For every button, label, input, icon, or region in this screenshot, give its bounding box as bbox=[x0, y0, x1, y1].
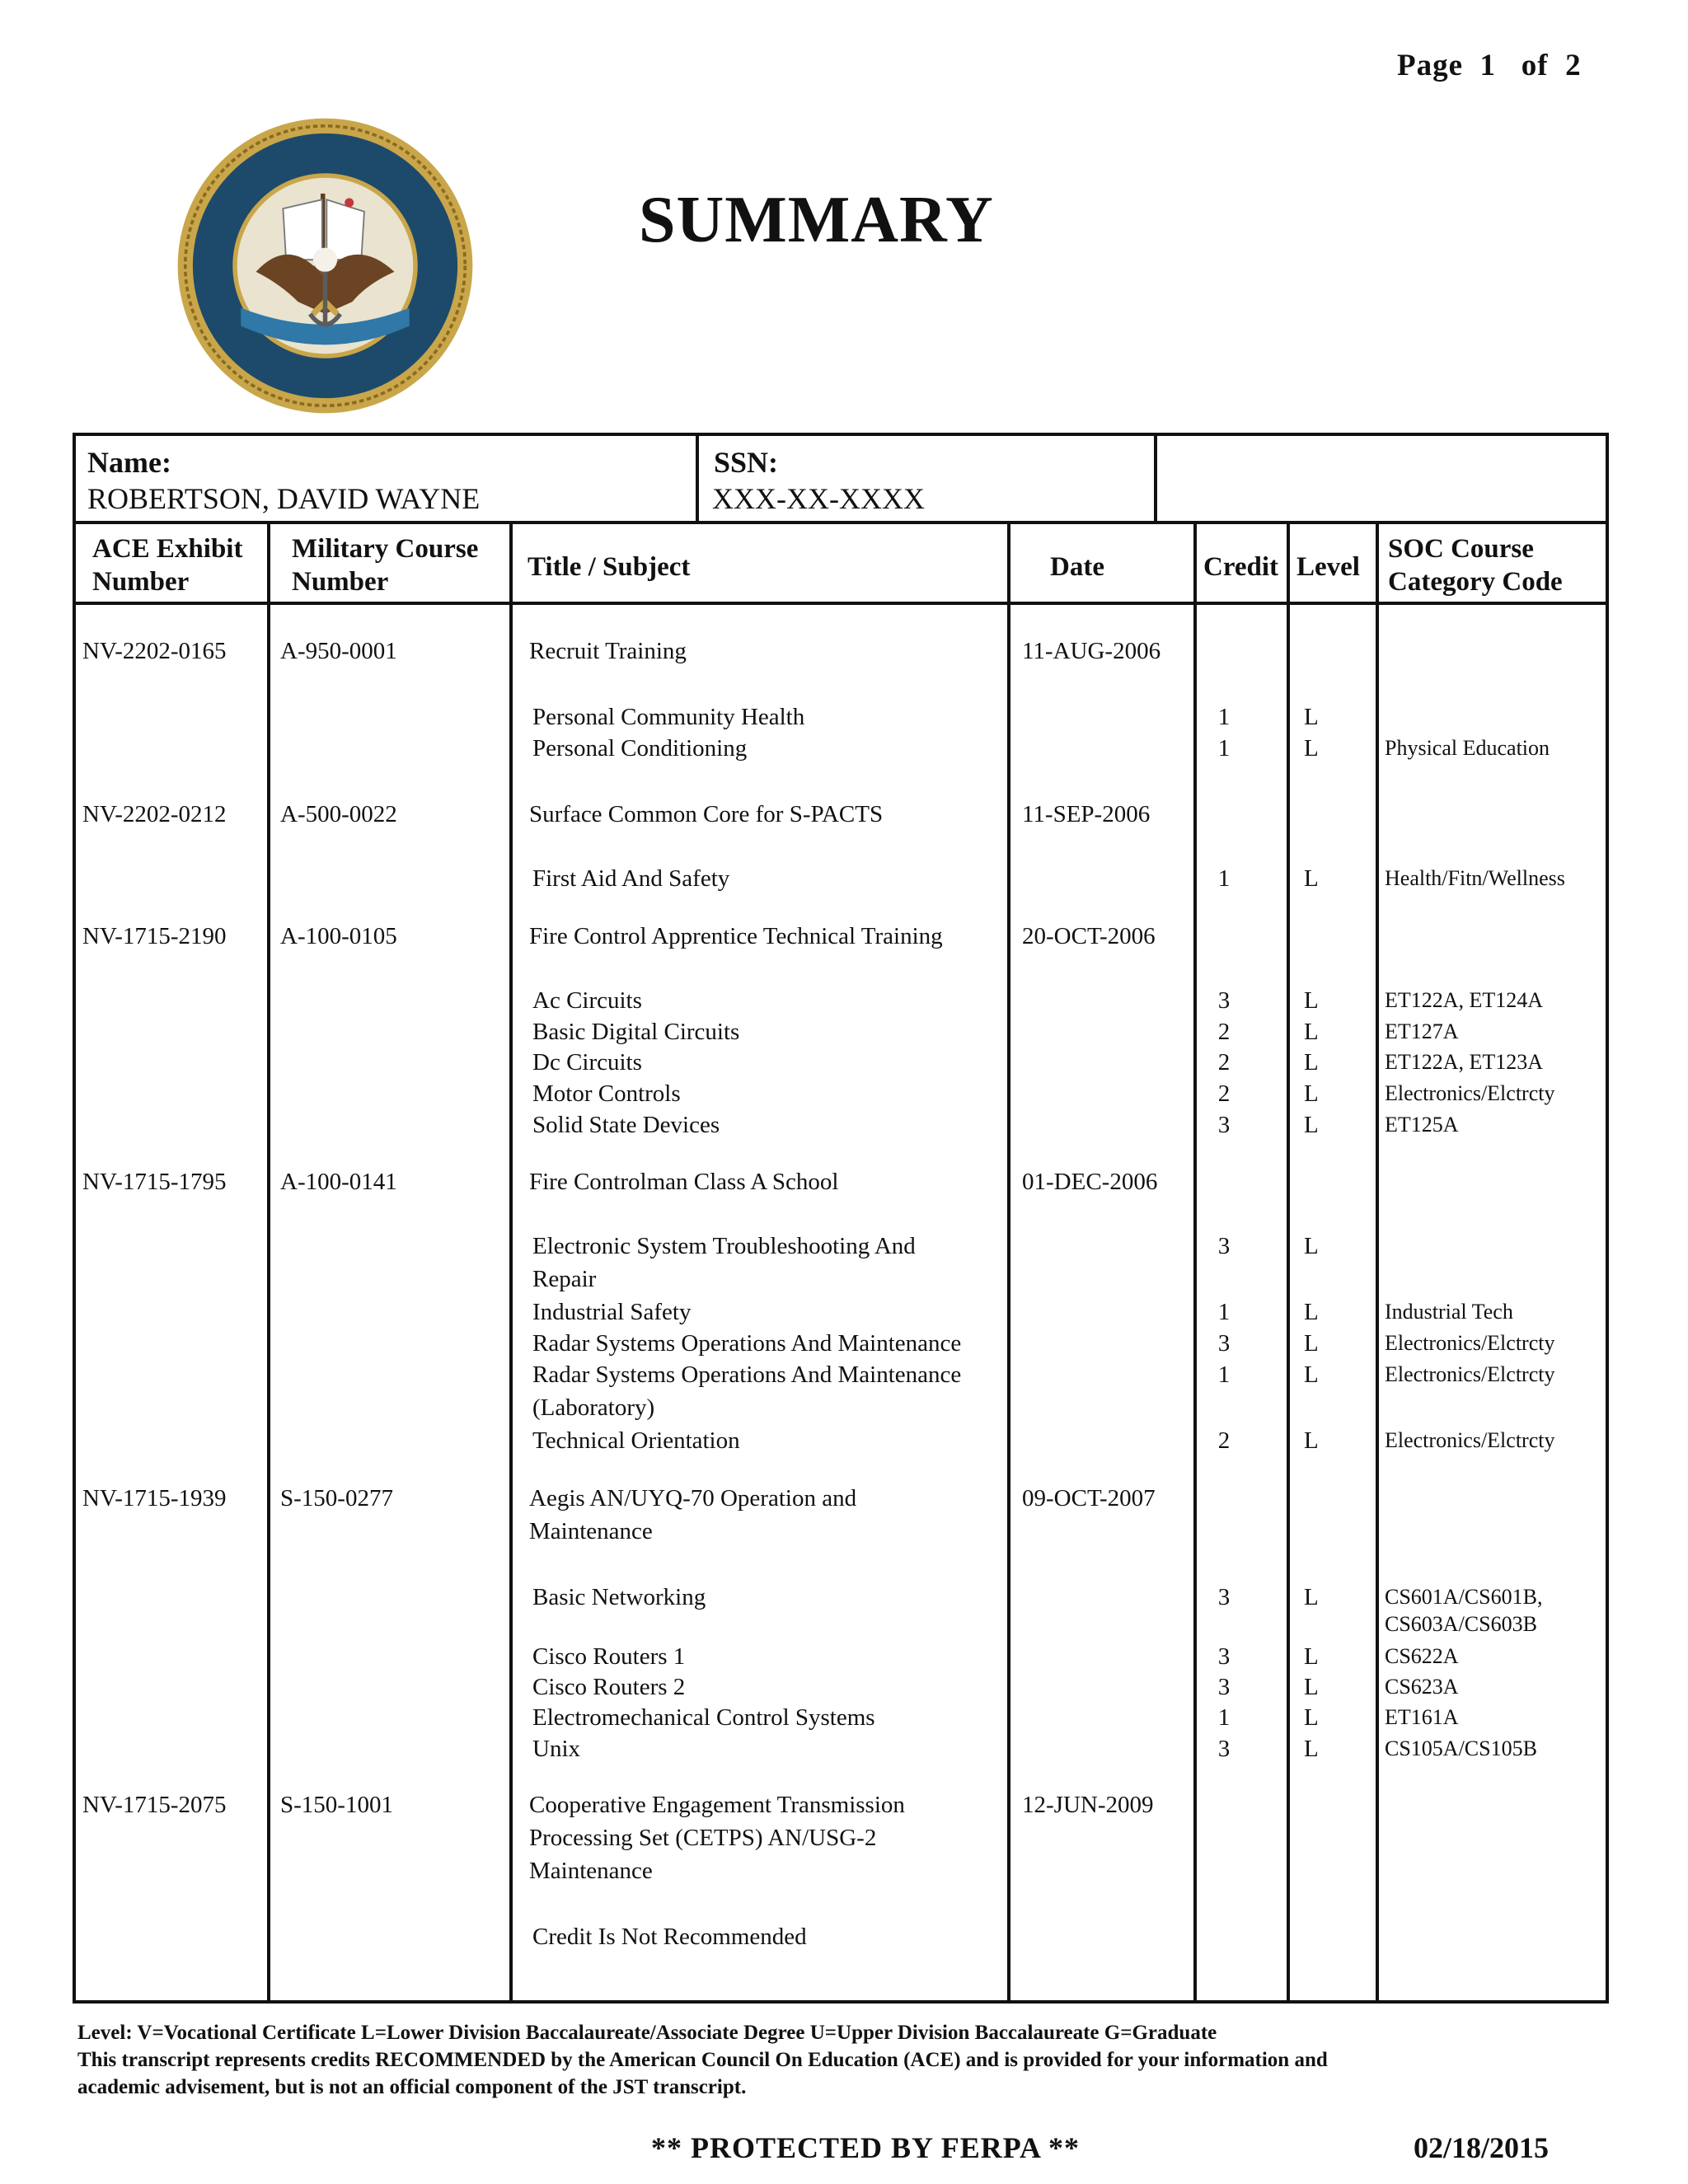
page-number: Page 1 of 2 bbox=[1397, 49, 1582, 82]
subject-credit: 1 bbox=[1217, 1299, 1231, 1325]
subject-level: L bbox=[1304, 1361, 1319, 1388]
course-date: 01-DEC-2006 bbox=[1022, 1169, 1158, 1195]
course-title: Aegis AN/UYQ-70 Operation and bbox=[529, 1485, 857, 1511]
subject-credit: 1 bbox=[1217, 1361, 1231, 1388]
subject-level: L bbox=[1304, 1704, 1319, 1731]
subject-title: Dc Circuits bbox=[532, 1049, 642, 1076]
col-header-level: Level bbox=[1296, 552, 1360, 582]
subject-soc-code: Industrial Tech bbox=[1385, 1300, 1513, 1324]
military-course-number: S-150-0277 bbox=[280, 1485, 393, 1511]
subject-soc-code: CS623A bbox=[1385, 1675, 1459, 1699]
subject-credit: 3 bbox=[1217, 1233, 1231, 1259]
course-title-cont: Maintenance bbox=[529, 1518, 653, 1544]
course-title: Cooperative Engagement Transmission bbox=[529, 1792, 905, 1818]
level-legend: Level: V=Vocational Certificate L=Lower Division Baccalaureate/Associate Degree U=Upper Division Baccalaureate G=Graduate bbox=[77, 2022, 1217, 2044]
subject-soc-code-cont: CS603A/CS603B bbox=[1385, 1612, 1537, 1636]
navy-seal-icon bbox=[175, 115, 476, 416]
col-divider-5 bbox=[1287, 521, 1290, 2004]
subject-title: Cisco Routers 1 bbox=[532, 1643, 686, 1670]
subject-credit: 3 bbox=[1217, 1112, 1231, 1138]
subject-level: L bbox=[1304, 1674, 1319, 1700]
course-title-cont: Maintenance bbox=[529, 1858, 653, 1884]
military-course-number: S-150-1001 bbox=[280, 1792, 393, 1818]
course-title: Fire Controlman Class A School bbox=[529, 1169, 839, 1195]
course-title: Surface Common Core for S-PACTS bbox=[529, 801, 884, 827]
col-header-soc: SOC Course Category Code bbox=[1388, 534, 1563, 597]
subject-title: Electronic System Troubleshooting And bbox=[532, 1233, 916, 1259]
subject-title: Radar Systems Operations And Maintenance bbox=[532, 1330, 962, 1357]
document-title: SUMMARY bbox=[639, 184, 994, 256]
subject-title-cont: (Laboratory) bbox=[532, 1394, 655, 1421]
subject-credit: 1 bbox=[1217, 1704, 1231, 1731]
subject-title: Electromechanical Control Systems bbox=[532, 1704, 875, 1731]
subject-soc-code: ET125A bbox=[1385, 1113, 1459, 1137]
col-divider-6 bbox=[1376, 521, 1379, 2004]
subject-level: L bbox=[1304, 1080, 1319, 1107]
subject-soc-code: Health/Fitn/Wellness bbox=[1385, 866, 1565, 890]
ace-exhibit-number: NV-1715-1795 bbox=[82, 1169, 227, 1195]
subject-level: L bbox=[1304, 1299, 1319, 1325]
subject-soc-code: Physical Education bbox=[1385, 736, 1550, 760]
subject-level: L bbox=[1304, 704, 1319, 730]
subject-level: L bbox=[1304, 1584, 1319, 1610]
subject-credit: 2 bbox=[1217, 1049, 1231, 1076]
subject-soc-code: CS622A bbox=[1385, 1644, 1459, 1668]
subject-soc-code: ET127A bbox=[1385, 1019, 1459, 1043]
name-ssn-divider bbox=[696, 433, 699, 521]
student-name: ROBERTSON, DAVID WAYNE bbox=[87, 482, 481, 515]
subject-level: L bbox=[1304, 1736, 1319, 1762]
subject-soc-code: Electronics/Elctrcty bbox=[1385, 1362, 1555, 1386]
subject-title: Industrial Safety bbox=[532, 1299, 692, 1325]
ace-exhibit-number: NV-1715-2075 bbox=[82, 1792, 227, 1818]
disclaimer-line-1: This transcript represents credits RECOMMENDED by the American Council On Education (ACE) and is provided for your information and bbox=[77, 2049, 1328, 2071]
subject-level: L bbox=[1304, 1643, 1319, 1670]
subject-title: Basic Digital Circuits bbox=[532, 1019, 740, 1045]
subject-level: L bbox=[1304, 987, 1319, 1014]
subject-title-cont: Repair bbox=[532, 1266, 597, 1292]
ssn-blank-divider bbox=[1154, 433, 1157, 521]
course-title: Recruit Training bbox=[529, 638, 687, 664]
military-course-number: A-500-0022 bbox=[280, 801, 397, 827]
subject-level: L bbox=[1304, 1330, 1319, 1357]
subject-soc-code: CS601A/CS601B, bbox=[1385, 1585, 1543, 1609]
military-course-number: A-100-0141 bbox=[280, 1169, 397, 1195]
subject-credit: 3 bbox=[1217, 987, 1231, 1014]
subject-credit: 2 bbox=[1217, 1019, 1231, 1045]
subject-title: Personal Conditioning bbox=[532, 735, 748, 762]
col-divider-2 bbox=[509, 521, 513, 2004]
subject-soc-code: CS105A/CS105B bbox=[1385, 1736, 1537, 1760]
course-date: 11-AUG-2006 bbox=[1022, 638, 1161, 664]
subject-credit: 3 bbox=[1217, 1643, 1231, 1670]
student-ssn: XXX-XX-XXXX bbox=[712, 482, 925, 515]
subject-level: L bbox=[1304, 735, 1319, 762]
subject-title: Unix bbox=[532, 1736, 580, 1762]
col-header-credit: Credit bbox=[1203, 552, 1279, 582]
print-date: 02/18/2015 bbox=[1414, 2131, 1550, 2164]
subject-credit: 3 bbox=[1217, 1736, 1231, 1762]
course-date: 11-SEP-2006 bbox=[1022, 801, 1151, 827]
col-divider-1 bbox=[267, 521, 270, 2004]
course-date: 12-JUN-2009 bbox=[1022, 1792, 1154, 1818]
subject-title: First Aid And Safety bbox=[532, 865, 730, 892]
course-date: 20-OCT-2006 bbox=[1022, 923, 1156, 949]
course-title-cont: Processing Set (CETPS) AN/USG-2 bbox=[529, 1825, 877, 1851]
subject-title: Basic Networking bbox=[532, 1584, 706, 1610]
subject-title: Credit Is Not Recommended bbox=[532, 1924, 807, 1950]
subject-title: Personal Community Health bbox=[532, 704, 805, 730]
ace-exhibit-number: NV-1715-1939 bbox=[82, 1485, 227, 1511]
subject-title: Solid State Devices bbox=[532, 1112, 720, 1138]
subject-credit: 3 bbox=[1217, 1330, 1231, 1357]
ace-exhibit-number: NV-2202-0212 bbox=[82, 801, 227, 827]
subject-soc-code: Electronics/Elctrcty bbox=[1385, 1331, 1555, 1355]
subject-level: L bbox=[1304, 1049, 1319, 1076]
subject-soc-code: ET161A bbox=[1385, 1705, 1459, 1729]
subject-soc-code: Electronics/Elctrcty bbox=[1385, 1428, 1555, 1452]
subject-credit: 2 bbox=[1217, 1080, 1231, 1107]
subject-title: Cisco Routers 2 bbox=[532, 1674, 686, 1700]
subject-credit: 1 bbox=[1217, 704, 1231, 730]
subject-soc-code: Electronics/Elctrcty bbox=[1385, 1081, 1555, 1105]
subject-title: Radar Systems Operations And Maintenance bbox=[532, 1361, 962, 1388]
military-course-number: A-950-0001 bbox=[280, 638, 397, 664]
subject-title: Technical Orientation bbox=[532, 1427, 740, 1454]
col-header-date: Date bbox=[1050, 552, 1104, 582]
subject-level: L bbox=[1304, 865, 1319, 892]
subject-credit: 1 bbox=[1217, 735, 1231, 762]
subject-level: L bbox=[1304, 1427, 1319, 1454]
disclaimer-line-2: academic advisement, but is not an official component of the JST transcript. bbox=[77, 2076, 747, 2098]
subject-credit: 3 bbox=[1217, 1584, 1231, 1610]
subject-credit: 3 bbox=[1217, 1674, 1231, 1700]
ferpa-notice: ** PROTECTED BY FERPA ** bbox=[651, 2131, 1081, 2164]
military-course-number: A-100-0105 bbox=[280, 923, 397, 949]
subject-credit: 2 bbox=[1217, 1427, 1231, 1454]
subject-title: Motor Controls bbox=[532, 1080, 681, 1107]
subject-level: L bbox=[1304, 1112, 1319, 1138]
ssn-label: SSN: bbox=[714, 446, 779, 479]
course-title: Fire Control Apprentice Technical Training bbox=[529, 923, 943, 949]
name-label: Name: bbox=[87, 446, 171, 479]
col-header-ace: ACE Exhibit Number bbox=[92, 534, 243, 597]
ace-exhibit-number: NV-1715-2190 bbox=[82, 923, 227, 949]
course-date: 09-OCT-2007 bbox=[1022, 1485, 1156, 1511]
col-header-military-course: Military Course Number bbox=[292, 534, 479, 597]
subject-soc-code: ET122A, ET123A bbox=[1385, 1050, 1544, 1074]
subject-credit: 1 bbox=[1217, 865, 1231, 892]
subject-level: L bbox=[1304, 1019, 1319, 1045]
ace-exhibit-number: NV-2202-0165 bbox=[82, 638, 227, 664]
subject-title: Ac Circuits bbox=[532, 987, 642, 1014]
subject-level: L bbox=[1304, 1233, 1319, 1259]
col-divider-3 bbox=[1007, 521, 1010, 2004]
subject-soc-code: ET122A, ET124A bbox=[1385, 988, 1544, 1012]
col-header-title: Title / Subject bbox=[528, 552, 691, 582]
